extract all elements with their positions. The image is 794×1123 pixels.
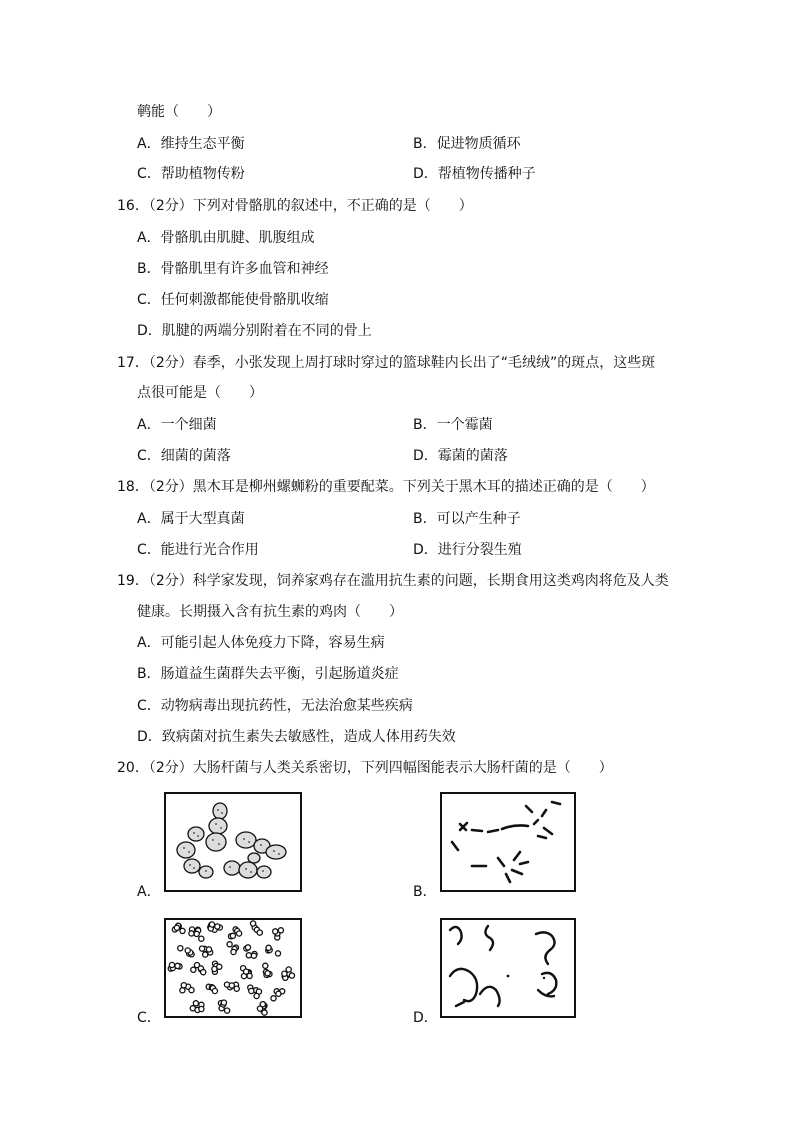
- q15-stem-continuation: 鹌能（ ）: [137, 104, 221, 120]
- q15-option-d: D．帮植物传播种子: [413, 166, 536, 182]
- q20-stem: 20．（2分）大肠杆菌与人类关系密切，下列四幅图能表示大肠杆菌的是（ ）: [117, 760, 613, 776]
- q19-option-d: D．致病菌对抗生素失去敏感性，造成人体用药失效: [137, 729, 456, 745]
- q18-option-d: D．进行分裂生殖: [413, 542, 522, 558]
- q20-option-c-label: C．: [137, 1010, 161, 1026]
- q16-option-a: A．骨骼肌由肌腱、肌腹组成: [137, 230, 315, 246]
- q16-option-c: C．任何刺激都能使骨骼肌收缩: [137, 292, 329, 308]
- q18-stem: 18．（2分）黑木耳是柳州螺蛳粉的重要配菜。下列关于黑木耳的描述正确的是（ ）: [117, 479, 655, 495]
- q17-stem-continuation: 点很可能是（ ）: [137, 385, 263, 401]
- q18-option-c: C．能进行光合作用: [137, 542, 259, 558]
- q20-picture-c: [164, 918, 302, 1018]
- q19-option-a: A．可能引起人体免疫力下降，容易生病: [137, 635, 385, 651]
- q20-option-b-label: B．: [413, 884, 437, 900]
- q16-option-d: D．肌腱的两端分别附着在不同的骨上: [137, 323, 372, 339]
- q17-option-d: D．霉菌的菌落: [413, 448, 508, 464]
- q19-stem: 19．（2分）科学家发现，饲养家鸡存在滥用抗生素的问题，长期食用这类鸡肉将危及人类: [117, 573, 669, 589]
- q16-option-b: B．骨骼肌里有许多血管和神经: [137, 261, 329, 277]
- q18-option-a: A．属于大型真菌: [137, 511, 245, 527]
- q20-picture-b: [440, 792, 576, 892]
- q15-option-a: A．维持生态平衡: [137, 136, 245, 152]
- q19-option-c: C．动物病毒出现抗药性，无法治愈某些疾病: [137, 698, 413, 714]
- q15-option-b: B．促进物质循环: [413, 136, 521, 152]
- q19-stem-continuation: 健康。长期摄入含有抗生素的鸡肉（ ）: [137, 604, 403, 620]
- q17-option-a: A．一个细菌: [137, 417, 217, 433]
- q15-option-c: C．帮助植物传粉: [137, 166, 245, 182]
- q16-stem: 16．（2分）下列对骨骼肌的叙述中，不正确的是（ ）: [117, 198, 473, 214]
- q20-option-a-label: A．: [137, 884, 161, 900]
- q17-option-b: B．一个霉菌: [413, 417, 493, 433]
- q19-option-b: B．肠道益生菌群失去平衡，引起肠道炎症: [137, 666, 399, 682]
- q17-option-c: C．细菌的菌落: [137, 448, 231, 464]
- q20-picture-d: [440, 918, 576, 1018]
- q20-picture-a: [164, 792, 302, 892]
- q20-option-d-label: D．: [413, 1010, 438, 1026]
- q17-stem: 17．（2分）春季，小张发现上周打球时穿过的篮球鞋内长出了“毛绒绒”的斑点，这些斑: [117, 355, 656, 371]
- q18-option-b: B．可以产生种子: [413, 511, 521, 527]
